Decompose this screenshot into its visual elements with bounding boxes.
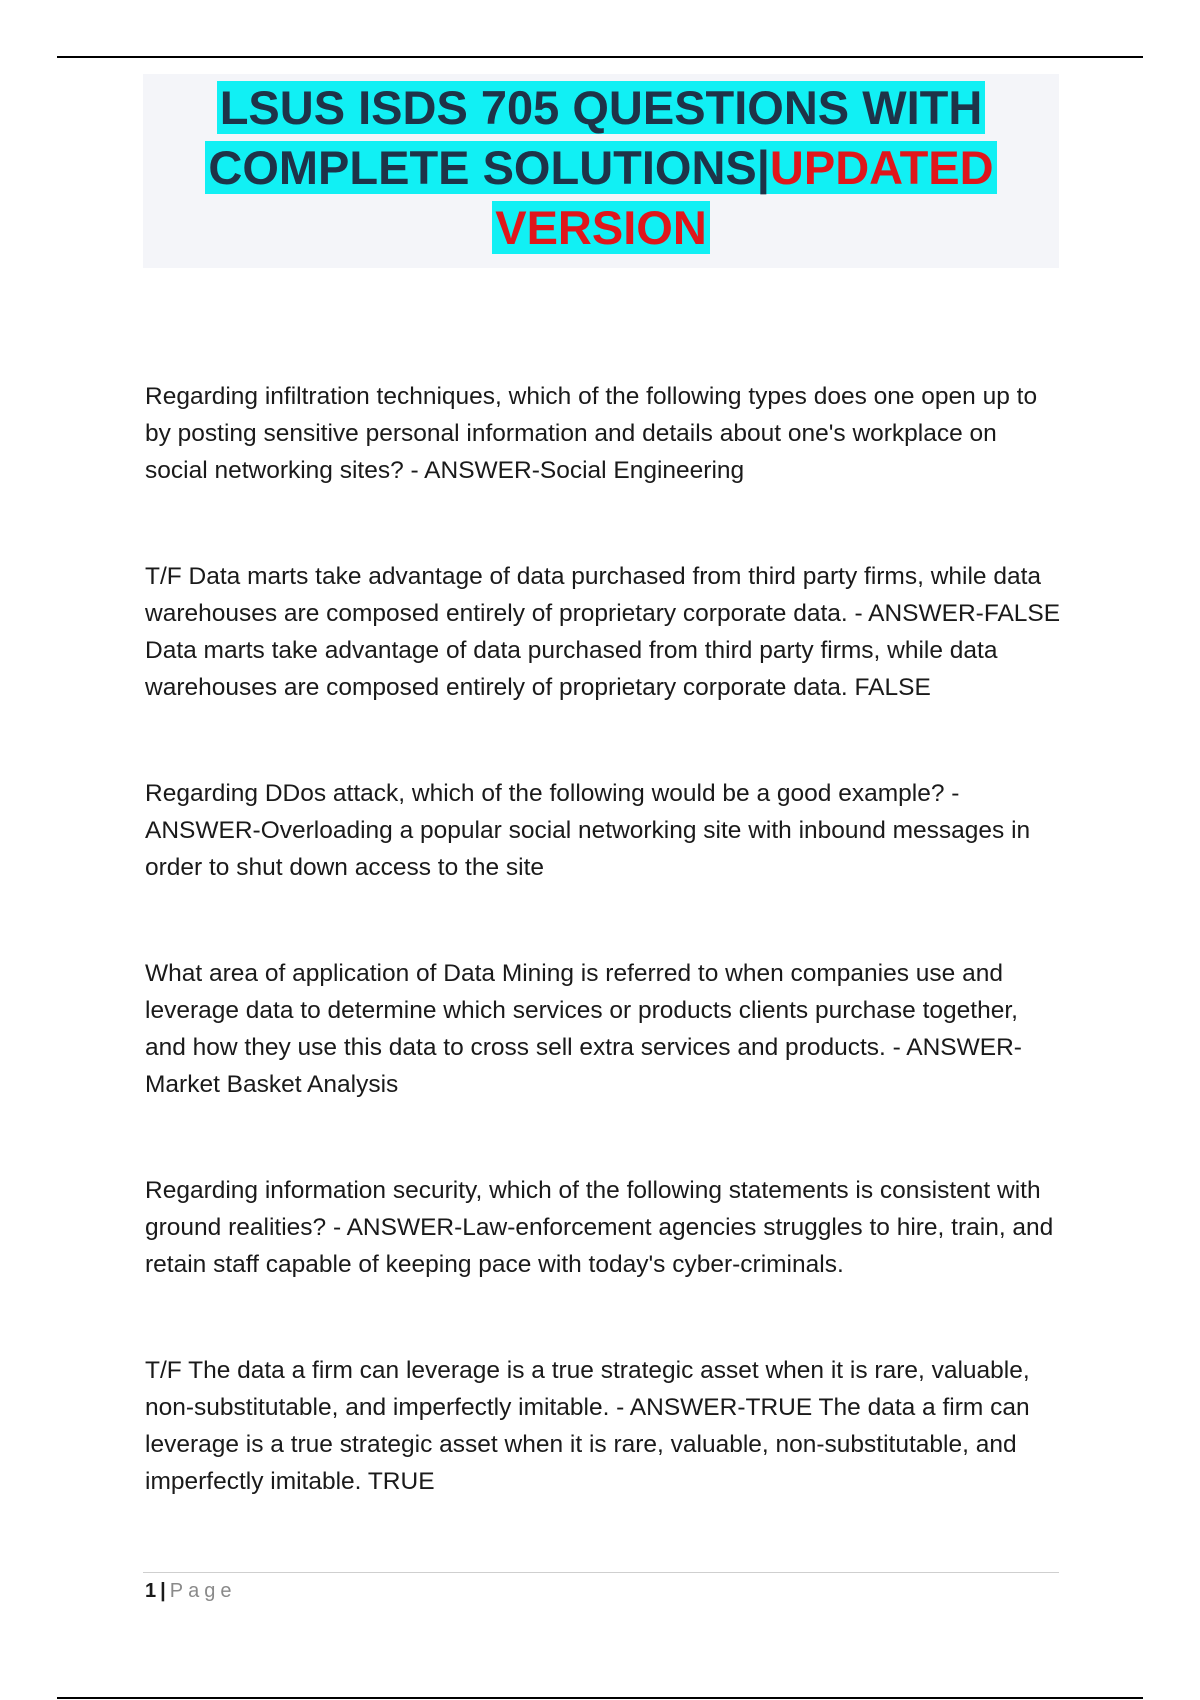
- question-list: [145, 378, 1065, 1500]
- title-updated-text: UPDATED: [769, 141, 994, 194]
- question-answer-3: Regarding DDos attack, which of the following would be a good example? - ANSWER-Overloading a popular social networking site with inbound messages in order to shut down access to the site: [145, 780, 1031, 881]
- title-line-2-highlight: [205, 141, 996, 194]
- title-block: [143, 74, 1059, 268]
- title-line-1: [143, 78, 1059, 138]
- footer-rule: [143, 1572, 1059, 1573]
- question-answer-1: Regarding infiltration techniques, which of the following types does one open up to by posting sensitive personal information and details about one's workplace on social networking sites? - ANSWER-Social Engineering: [145, 383, 1038, 484]
- title-line-2: [143, 138, 1059, 198]
- question-answer-6: T/F The data a firm can leverage is a true strategic asset when it is rare, valuable, non-substitutable, and imperfectly imitable. - ANSWER-TRUE The data a firm can leverage is a true strategic asset when it is rare, valuable, non-substitutable, and imperfectly imitable. TRUE: [145, 1357, 1030, 1495]
- footer-separator: |: [160, 1580, 166, 1602]
- title-line-2-text: COMPLETE SOLUTIONS|: [208, 141, 770, 194]
- question-answer-4: What area of application of Data Mining is referred to when companies use and leverage data to determine which services or products clients purchase together, and how they use this data to cross sell extra services and products. - ANSWER-Market Basket Analysis: [145, 960, 1022, 1098]
- title-line-3: [143, 198, 1059, 258]
- page-number: 1: [145, 1580, 157, 1602]
- top-rule: [57, 56, 1143, 58]
- question-answer-5: Regarding information security, which of the following statements is consistent with ground realities? - ANSWER-Law-enforcement agencies struggles to hire, train, and retain staff capable of keeping pace with today's cyber-criminals.: [145, 1177, 1054, 1278]
- bottom-rule: [57, 1697, 1143, 1699]
- question-answer-2: T/F Data marts take advantage of data purchased from third party firms, while data warehouses are composed entirely of proprietary corporate data. - ANSWER-FALSE Data marts take advantage of data purchased from third party firms, while data warehouses are composed entirely of proprietary corporate data. FALSE: [145, 563, 1061, 701]
- title-line-1-text: LSUS ISDS 705 QUESTIONS WITH: [217, 81, 986, 134]
- page-label: Page: [169, 1580, 237, 1602]
- page-footer: [145, 1578, 236, 1604]
- title-version-text: VERSION: [492, 201, 710, 254]
